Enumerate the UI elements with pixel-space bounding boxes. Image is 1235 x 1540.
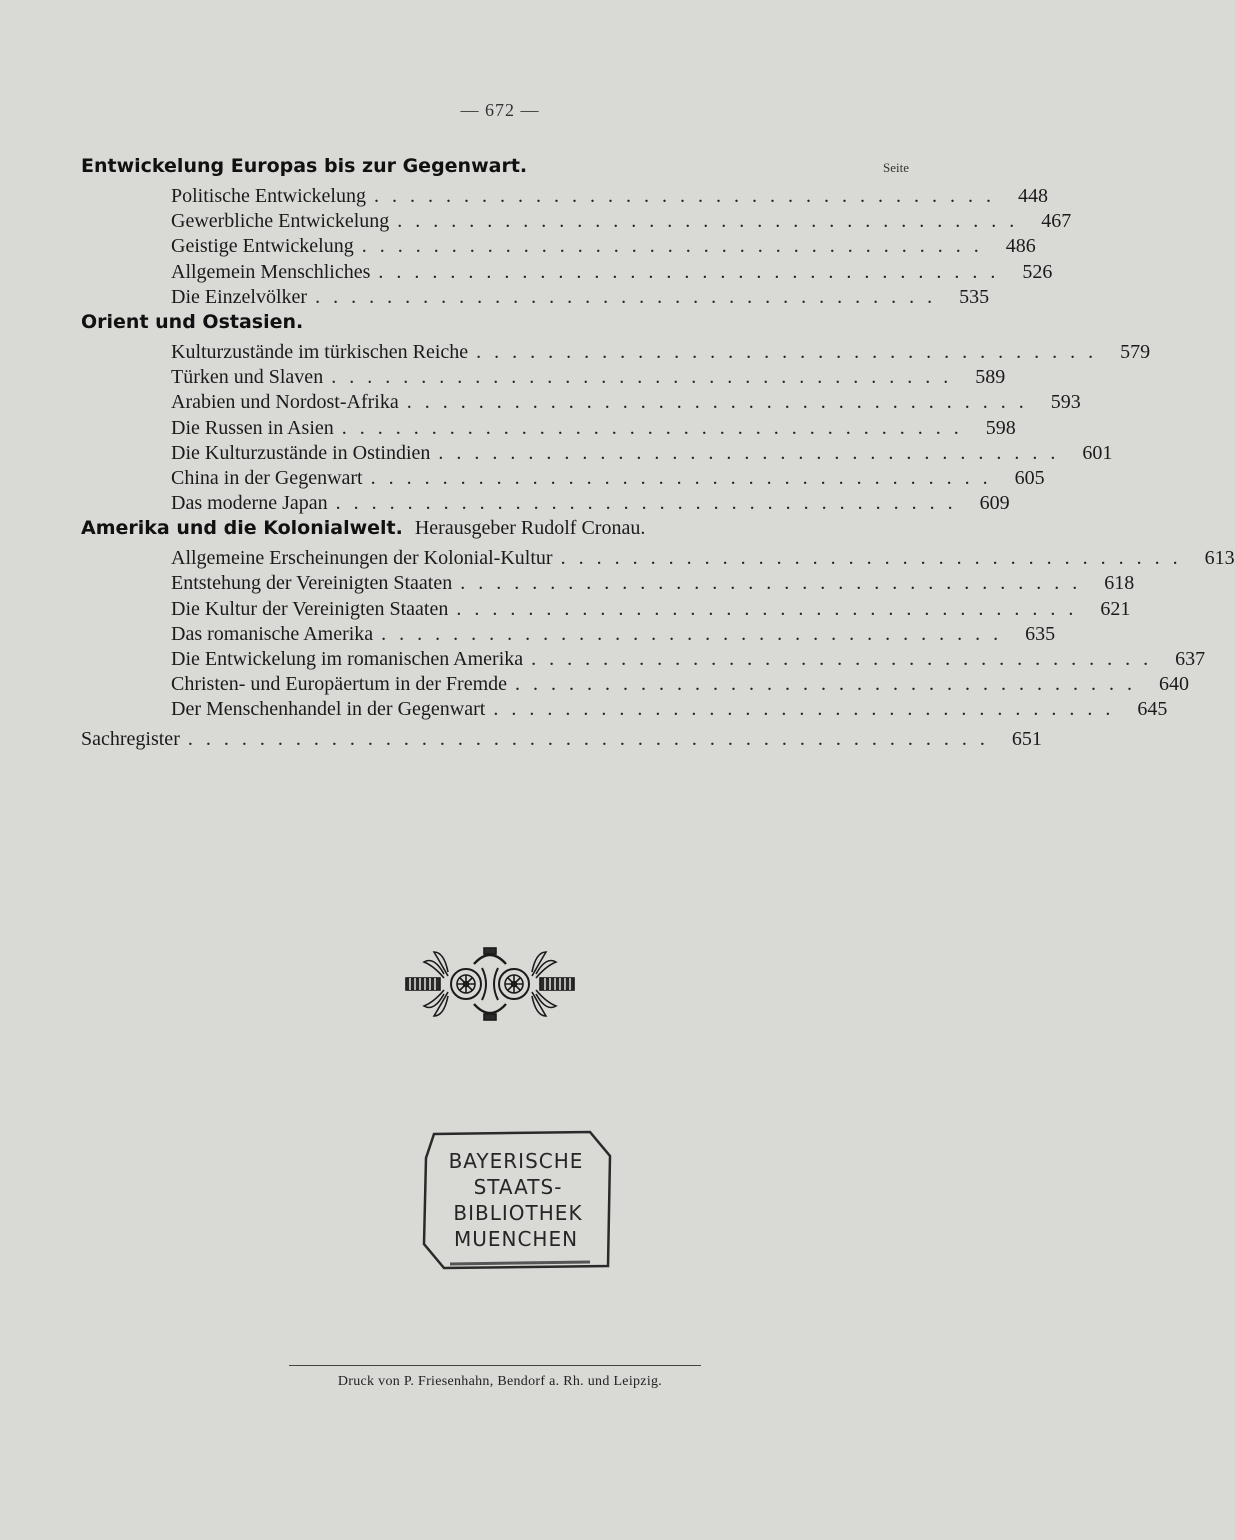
toc-entry-page: 613 [1204, 547, 1235, 570]
stamp-line: STAATS- [473, 1175, 563, 1199]
toc-entry [81, 185, 1048, 210]
toc-entry [81, 698, 1168, 723]
ornament-icon [404, 944, 576, 1024]
toc-entry-label: Die Entwickelung im romanischen Amerika [171, 648, 524, 670]
toc-entry-label: Das moderne Japan [171, 492, 328, 515]
leader-dots: ................................... [341, 416, 972, 439]
toc-entry-page: 526 [1022, 260, 1053, 283]
toc-entry-page: 601 [1082, 441, 1113, 464]
leader-dots: ................................... [373, 185, 1004, 207]
toc-entry-page: 535 [959, 285, 990, 308]
toc-entry-label: Christen- und Europäertum in der Fremde [171, 673, 508, 696]
leader-dots: ................................... [397, 210, 1028, 233]
leader-dots: ................................... [378, 260, 1009, 283]
leader-dots: ................................... [531, 648, 1162, 670]
toc-entry-page: 448 [1017, 185, 1048, 207]
toc-entry-page: 589 [975, 366, 1006, 389]
leader-dots: ................................... [438, 441, 1069, 464]
toc-entry-label: Türken und Slaven [171, 366, 324, 389]
leader-dots: ................................... [493, 698, 1124, 721]
toc-entry-label: Der Menschenhandel in der Gegenwart [171, 698, 486, 721]
section-title: Orient und Ostasien. [81, 310, 304, 333]
toc-entry [81, 391, 1081, 416]
footer-rule [289, 1365, 701, 1366]
toc-entry [81, 340, 1151, 366]
toc-entry-label: Die Russen in Asien [171, 416, 334, 439]
toc-entry [81, 235, 1036, 260]
leader-dots: ................................... [331, 366, 962, 389]
leader-dots: ................................... [560, 547, 1191, 570]
printer-imprint: Druck von P. Friesenhahn, Bendorf a. Rh. und Leipzig. [337, 1374, 663, 1389]
toc-entry [81, 210, 1072, 235]
toc-entry-page: 467 [1041, 210, 1072, 233]
stamp-line: BIBLIOTHEK [453, 1201, 583, 1225]
leader-dots: ................................... [406, 391, 1037, 414]
toc-entry [81, 260, 1053, 286]
section-editor: Herausgeber Rudolf Cronau. [414, 517, 646, 540]
stamp-line: BAYERISCHE [448, 1149, 584, 1173]
toc-entry [81, 441, 1113, 467]
toc-entry-label: Die Kultur der Vereinigten Staaten [171, 597, 449, 620]
toc-entry-label: Sachregister [81, 727, 180, 750]
toc-entry-page: 640 [1159, 673, 1190, 696]
toc-entry [81, 416, 1016, 442]
section-title: Entwickelung Europas bis zur Gegenwart. [81, 155, 528, 177]
toc-entry-label: Die Einzelvölker [171, 285, 308, 308]
toc-entry [81, 597, 1131, 623]
section-heading [81, 155, 909, 185]
toc-entry-page: 609 [979, 492, 1010, 515]
table-of-contents [81, 155, 1235, 758]
toc-entry-label: China in der Gegenwart [171, 466, 363, 489]
toc-entry-sachregister [81, 727, 1042, 758]
toc-entry-page: 593 [1050, 391, 1081, 414]
leader-dots: ................................... [361, 235, 992, 258]
toc-entry [81, 492, 1010, 517]
leader-dots: ................................... [515, 673, 1146, 696]
leader-dots: ................................... [335, 492, 966, 515]
toc-entry-label: Arabien und Nordost-Afrika [171, 391, 399, 414]
toc-entry-label: Das romanische Amerika [171, 622, 374, 645]
page-number: — 672 — [460, 100, 540, 120]
toc-entry-page: 621 [1100, 597, 1131, 620]
leader-dots: ................................... [476, 340, 1107, 363]
toc-entry-label: Politische Entwickelung [171, 185, 366, 207]
toc-entry-label: Allgemein Menschliches [171, 260, 371, 283]
toc-entry-page: 598 [985, 416, 1016, 439]
stamp-line: MUENCHEN [453, 1227, 579, 1251]
leader-dots: ................................... [315, 285, 946, 308]
toc-entry-label: Allgemeine Erscheinungen der Kolonial-Kultur [171, 547, 553, 570]
toc-entry-page: 618 [1104, 572, 1135, 595]
leader-dots: ................................... [456, 597, 1087, 620]
toc-entry-page: 605 [1014, 466, 1045, 489]
leader-dots: ................................... [370, 466, 1001, 489]
toc-entry-page: 651 [1011, 727, 1042, 750]
toc-entry [81, 673, 1190, 698]
leader-dots: ................................... [460, 572, 1091, 595]
section-heading [81, 517, 909, 547]
toc-entry [81, 366, 1006, 391]
toc-entry-page: 635 [1025, 622, 1056, 645]
seite-column-label: Seite [883, 160, 909, 175]
leader-dots: ................................... [381, 622, 1012, 645]
toc-entry-page: 637 [1175, 648, 1206, 670]
toc-entry [81, 572, 1135, 597]
toc-entry-label: Geistige Entwickelung [171, 235, 354, 258]
library-stamp-icon [420, 1128, 616, 1272]
toc-entry [81, 285, 990, 311]
toc-entry-page: 486 [1005, 235, 1036, 258]
toc-entry-label: Entstehung der Vereinigten Staaten [171, 572, 453, 595]
toc-entry-page: 645 [1137, 698, 1168, 721]
toc-entry [81, 547, 1235, 572]
toc-entry-page: 579 [1120, 340, 1151, 363]
toc-entry-label: Kulturzustände im türkischen Reiche [171, 340, 469, 363]
toc-entry [81, 648, 1206, 673]
toc-entry-label: Die Kulturzustände in Ostindien [171, 441, 431, 464]
section-heading [81, 311, 909, 341]
leader-dots: ............................................. [187, 727, 998, 750]
toc-entry [81, 622, 1056, 648]
section-title: Amerika und die Kolonialwelt. [81, 517, 403, 540]
toc-entry [81, 466, 1045, 492]
toc-entry-label: Gewerbliche Entwickelung [171, 210, 390, 233]
